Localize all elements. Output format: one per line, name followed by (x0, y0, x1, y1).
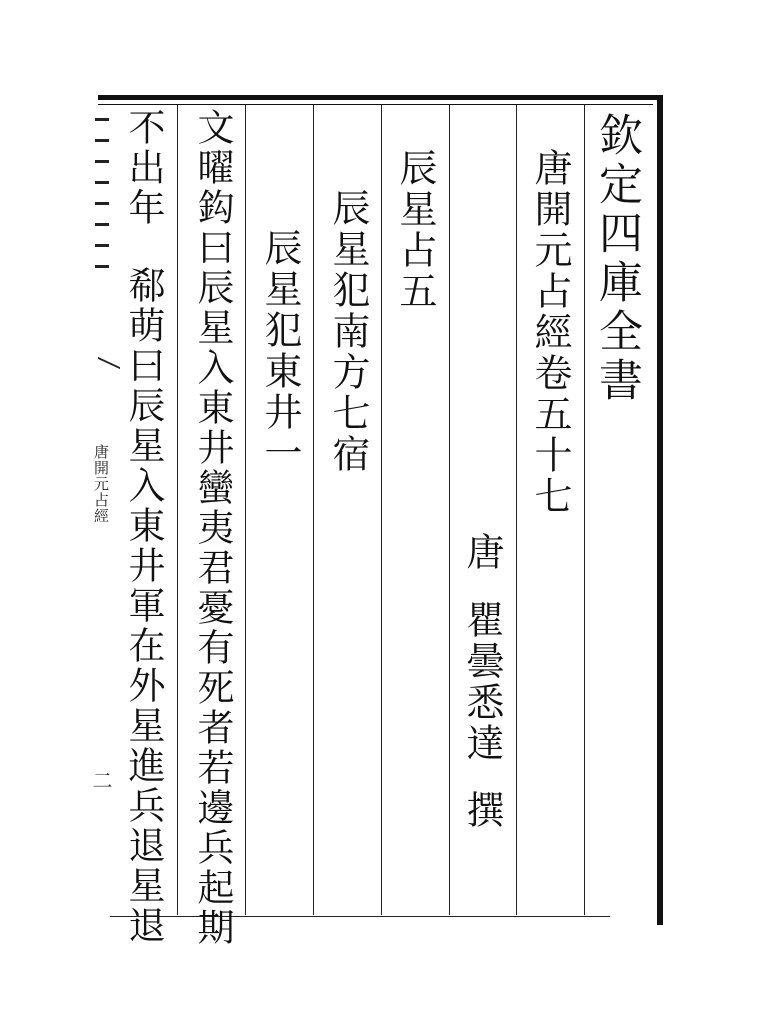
body-text-column: 郗萌曰辰星入東井軍在外星進兵退星退 (122, 266, 165, 946)
author-name: 瞿曇悉達 (460, 600, 504, 764)
column-rule (449, 105, 450, 915)
fold-bracket-mark (98, 348, 118, 368)
column-rule (381, 105, 382, 915)
column-rule (516, 105, 517, 915)
author-role: 撰 (460, 790, 504, 831)
author-dynasty: 唐 (460, 532, 504, 573)
bottom-rule (110, 916, 610, 917)
frame-inner-rule (98, 104, 653, 105)
column-rule (177, 105, 178, 915)
body-text-column: 不出年 (122, 108, 165, 228)
page-marker: 二 (89, 770, 113, 791)
chapter-heading: 辰星占五 (393, 148, 437, 312)
fold-margin-title: 唐開元占經 (92, 444, 110, 524)
series-title: 欽定四庫全書 (591, 112, 642, 406)
fold-edge-marks (95, 100, 115, 340)
column-rule (245, 105, 246, 915)
section-subheading: 辰星犯南方七宿 (326, 188, 370, 475)
book-title-volume: 唐開元占經卷五十七 (528, 148, 572, 517)
column-rule (313, 105, 314, 915)
column-rule (584, 105, 585, 915)
body-text-column: 文曜鈎曰辰星入東井蠻夷君憂有死者若邊兵起期 (191, 108, 234, 948)
item-heading: 辰星犯東井一 (258, 228, 302, 474)
